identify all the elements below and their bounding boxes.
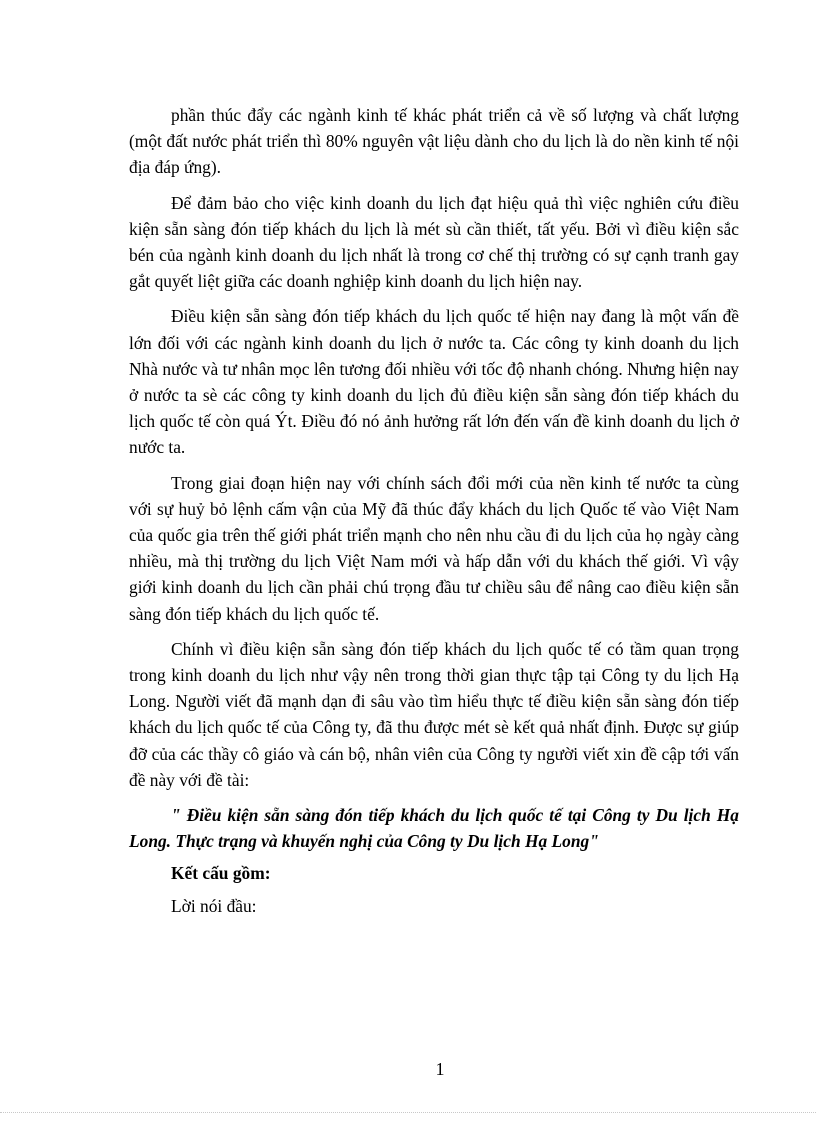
paragraph-2: Để đảm bảo cho việc kinh doanh du lịch đạt hiệu quả thì việc nghiên cứu điều kiện sẵn sàng đón tiếp khách du lịch là mét sù cần thiết, tất yếu. Bởi vì điều kiện sắc bén của ngành kinh doanh du lịch nhất là trong cơ chế thị trường có sự cạnh tranh gay gắt quyết liệt giữa các doanh nghiệp kinh doanh du lịch hiện nay. (129, 192, 739, 292)
structure-heading: Kết cấu gồm: (171, 863, 271, 884)
paragraph-3: Điều kiện sẵn sàng đón tiếp khách du lịch quốc tế hiện nay đang là một vấn đề lớn đối với các ngành kinh doanh du lịch ở nước ta. Các công ty kinh doanh du lịch Nhà nước và tư nhân mọc lên tương đối nhiều với tốc độ nhanh chóng. Nhưng hiện nay ở nước ta sè các công ty kinh doanh du lịch đủ điều kiện sẵn sàng đón tiếp khách du lịch quốc tế còn quá Ýt. Điều đó nó ảnh hưởng rất lớn đến vấn đề kinh doanh du lịch ở nước ta. (129, 306, 739, 458)
paragraph-1: phần thúc đẩy các ngành kinh tế khác phát triển cả về số lượng và chất lượng (một đất nước phát triển thì 80% nguyên vật liệu dành cho du lịch là do nền kinh tế nội địa đáp ứng). (129, 105, 739, 178)
paragraph-4: Trong giai đoạn hiện nay với chính sách đổi mới của nền kinh tế nước ta cùng với sự huỷ bỏ lệnh cấm vận của Mỹ đã thúc đẩy khách du lịch Quốc tế vào Việt Nam của quốc gia trên thế giới phát triển mạnh cho nên nhu cầu đi du lịch của họ ngày càng nhiều, mà thị trường du lịch Việt Nam mới và hấp dẫn với du khách thế giới. Vì vậy giới kinh doanh du lịch cần phải chú trọng đầu tư chiều sâu để nâng cao điều kiện sẵn sàng đón tiếp khách du lịch quốc tế. (129, 472, 739, 624)
topic-title: " Điều kiện sẵn sàng đón tiếp khách du lịch quốc tế tại Công ty Du lịch Hạ Long. Thực trạng và khuyến nghị của Công ty Du lịch Hạ Long" (129, 805, 739, 852)
page-body (129, 102, 739, 919)
page-bottom-rule (0, 1112, 816, 1113)
preface-label: Lời nói đầu: (171, 895, 257, 916)
page-number: 1 (435, 1059, 445, 1079)
paragraph-5: Chính vì điều kiện sẵn sàng đón tiếp khách du lịch quốc tế có tầm quan trọng trong kinh doanh du lịch như vậy nên trong thời gian thực tập tại Công ty du lịch Hạ Long. Người viết đã mạnh dạn đi sâu vào tìm hiểu thực tế điều kiện sẵn sàng đón tiếp khách du lịch quốc tế của Công ty, đã thu được mét sè kết quả nhất định. Được sự giúp đỡ của các thầy cô giáo và cán bộ, nhân viên của Công ty người viết xin đề cập tới vấn đề này với đề tài: (129, 638, 739, 790)
